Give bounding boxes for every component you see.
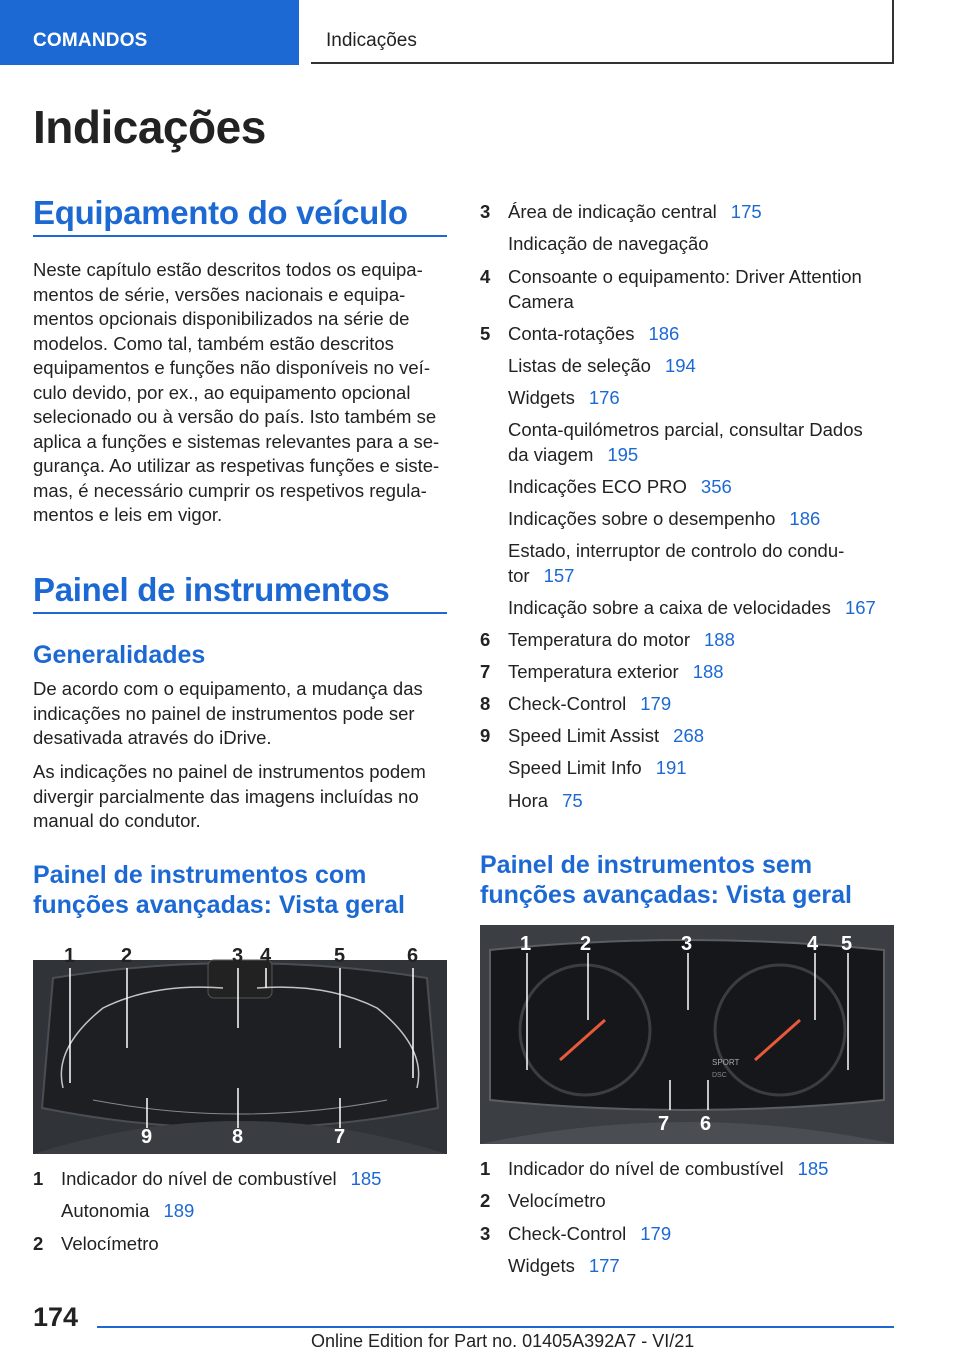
text-line: mentos e leis em vigor. — [33, 504, 223, 525]
legend-text — [61, 1167, 451, 1192]
text-line: desativada através do iDrive. — [33, 727, 272, 748]
fig2-label-1: 1 — [520, 933, 532, 955]
section-tab — [0, 0, 299, 65]
legend-text — [508, 322, 898, 347]
legend-text — [508, 1157, 898, 1182]
fig1-label-2: 2 — [121, 945, 133, 967]
text-line: De acordo com o equipamento, a mudança das — [33, 678, 423, 699]
figure-cluster-basic — [480, 925, 894, 1144]
legend-number: 7 — [480, 661, 491, 682]
topic-tab — [311, 0, 894, 64]
legend-label: Hora — [508, 790, 549, 811]
page-reference-link[interactable]: 176 — [588, 387, 620, 408]
fig2-text-sport: SPORT — [712, 1058, 740, 1067]
footer-rule — [97, 1326, 894, 1328]
heading-rule — [33, 612, 447, 614]
page-reference-link[interactable]: 188 — [692, 661, 724, 682]
text-line: divergir parcialmente das imagens incluídas no — [33, 785, 419, 807]
paragraph-equipamento — [33, 258, 453, 528]
legend-number: 3 — [480, 201, 491, 222]
legend-number: 5 — [480, 323, 491, 344]
legend-text — [508, 232, 898, 257]
legend-text — [508, 386, 898, 411]
legend-label: Conta-quilómetros parcial, consultar Dados — [508, 419, 863, 440]
legend-number: 6 — [480, 629, 491, 650]
legend-text — [508, 660, 898, 685]
page-reference-link[interactable]: 177 — [588, 1254, 620, 1276]
legend-label: da viagem — [508, 444, 594, 465]
legend-number: 8 — [480, 693, 491, 714]
legend-label: Indicação sobre a caixa de velocidades — [508, 597, 831, 618]
legend-text — [508, 724, 898, 749]
heading-sem-2: funções avançadas: Vista geral — [480, 881, 852, 909]
page-reference-link[interactable]: 185 — [797, 1158, 829, 1179]
legend-text — [508, 756, 898, 781]
legend-label: Speed Limit Assist — [508, 725, 660, 746]
fig2-label-2: 2 — [580, 933, 592, 955]
legend-text — [508, 200, 898, 225]
legend-label: Velocímetro — [61, 1232, 159, 1254]
page-reference-link[interactable]: 179 — [640, 1222, 672, 1244]
legend-text — [508, 564, 898, 589]
page-reference-link[interactable]: 179 — [640, 693, 672, 714]
legend-label: Temperatura do motor — [508, 629, 691, 650]
legend-label: Consoante o equipamento: Driver Attention — [508, 266, 862, 287]
legend-label: Check-Control — [508, 693, 627, 714]
topic-label: Indicações — [326, 30, 417, 51]
legend-label: Speed Limit Info — [508, 757, 642, 778]
page-reference-link[interactable]: 356 — [700, 476, 732, 497]
legend-label: Temperatura exterior — [508, 661, 679, 682]
heading-com-1: Painel de instrumentos com — [33, 861, 367, 889]
heading-rule — [33, 235, 447, 237]
page-reference-link[interactable]: 188 — [704, 629, 735, 650]
fig2-label-4: 4 — [807, 933, 819, 955]
page-reference-link[interactable]: 175 — [730, 201, 762, 222]
legend-number: 1 — [33, 1168, 44, 1189]
legend-text — [61, 1232, 451, 1257]
legend-text — [508, 443, 898, 468]
legend-label: Camera — [508, 291, 574, 312]
legend-label: Listas de seleção — [508, 355, 651, 376]
text-line: As indicações no painel de instrumentos podem — [33, 761, 426, 782]
page-reference-link[interactable]: 195 — [607, 444, 639, 465]
fig1-label-7: 7 — [334, 1126, 346, 1148]
legend-number: 9 — [480, 725, 491, 746]
fig2-label-5: 5 — [841, 933, 853, 955]
legend-label: tor — [508, 565, 530, 586]
legend-text — [508, 1189, 898, 1214]
legend-text — [508, 539, 898, 564]
legend-text — [508, 290, 898, 315]
page-reference-link[interactable]: 194 — [664, 355, 696, 376]
legend-text — [508, 507, 898, 532]
page-reference-link[interactable]: 268 — [673, 725, 705, 746]
page-reference-link[interactable]: 189 — [163, 1200, 195, 1222]
legend-text — [508, 596, 898, 621]
legend-text — [61, 1199, 451, 1224]
legend-label: Check-Control — [508, 1222, 627, 1244]
legend-label: Estado, interruptor de controlo do condu‐ — [508, 540, 845, 561]
legend-number: 1 — [480, 1158, 491, 1179]
legend-label: Indicador do nível de combustível — [508, 1158, 784, 1179]
legend-label: Indicador do nível de combustível — [61, 1168, 337, 1189]
heading-sem-1: Painel de instrumentos sem — [480, 851, 813, 879]
page-reference-link[interactable]: 186 — [648, 323, 680, 344]
legend-label: Conta-rotações — [508, 323, 635, 344]
page-reference-link[interactable]: 185 — [350, 1168, 382, 1189]
page-reference-link[interactable]: 157 — [543, 565, 575, 586]
legend-label: Widgets — [508, 1254, 575, 1276]
text-line: modelos. Como tal, também estão descritos — [33, 332, 394, 354]
fig1-label-6: 6 — [407, 945, 419, 967]
legend-number: 3 — [480, 1222, 491, 1244]
legend-text — [508, 1222, 898, 1247]
text-line: gurança. Ao utilizar as respetivas funções e siste‐ — [33, 455, 440, 476]
legend-text — [508, 475, 898, 500]
heading-equipamento: Equipamento do veículo — [33, 194, 408, 231]
text-line: indicações no painel de instrumentos pode ser — [33, 702, 415, 724]
text-line: equipamentos e funções não disponíveis no veí‐ — [33, 357, 430, 378]
page-reference-link[interactable]: 191 — [655, 757, 687, 778]
text-line: mas, é necessário cumprir os respetivos regula‐ — [33, 479, 427, 501]
heading-com-2: funções avançadas: Vista geral — [33, 891, 405, 919]
fig2-label-6: 6 — [700, 1113, 712, 1135]
page-title: Indicações — [33, 101, 266, 153]
legend-text — [508, 418, 898, 443]
page-reference-link[interactable]: 75 — [562, 790, 583, 811]
text-line: selecionado ou à versão do país. Isto também se — [33, 406, 437, 427]
text-line: aplica a funções e sistemas relevantes para a se‐ — [33, 430, 440, 452]
page-number: 174 — [33, 1302, 79, 1332]
fig1-label-3: 3 — [232, 945, 244, 967]
fig2-label-7: 7 — [658, 1113, 670, 1135]
legend-label: Indicações ECO PRO — [508, 476, 687, 497]
fig1-label-9: 9 — [141, 1126, 153, 1148]
page-reference-link[interactable]: 167 — [844, 597, 876, 618]
paragraph-generalidades-2 — [33, 760, 453, 834]
heading-painel: Painel de instrumentos — [33, 571, 390, 608]
fig1-label-4: 4 — [260, 945, 272, 967]
legend-label: Autonomia — [61, 1200, 150, 1222]
text-line: manual do condutor. — [33, 810, 201, 831]
legend-label: Indicação de navegação — [508, 233, 709, 254]
edition-note: Online Edition for Part no. 01405A392A7 - VI/21 — [311, 1331, 695, 1351]
legend-label: Velocímetro — [508, 1190, 606, 1212]
text-line: Neste capítulo estão descritos todos os equipa‐ — [33, 259, 423, 280]
figure-cluster-advanced — [33, 938, 447, 1154]
heading-generalidades: Generalidades — [33, 641, 206, 669]
section-label: COMANDOS — [33, 30, 148, 51]
page-reference-link[interactable]: 186 — [789, 508, 821, 529]
paragraph-generalidades-1 — [33, 677, 453, 751]
legend-text — [508, 1254, 898, 1279]
legend-text — [508, 354, 898, 379]
fig1-label-5: 5 — [334, 945, 346, 967]
legend-label: Indicações sobre o desempenho — [508, 508, 776, 529]
legend-text — [508, 692, 898, 717]
fig2-label-3: 3 — [681, 933, 693, 955]
text-line: mentos opcionais disponibilizados na série de — [33, 308, 410, 329]
text-line: culo devido, por ex., ao equipamento opcional — [33, 381, 411, 403]
fig1-label-1: 1 — [64, 945, 76, 967]
text-line: mentos de série, versões nacionais e equipa‐ — [33, 283, 406, 305]
legend-label: Widgets — [508, 387, 575, 408]
legend-label: Área de indicação central — [508, 201, 717, 222]
legend-text — [508, 265, 898, 290]
legend-text — [508, 628, 898, 653]
legend-number: 4 — [480, 266, 491, 287]
legend-number: 2 — [33, 1232, 44, 1254]
legend-text — [508, 789, 898, 814]
legend-number: 2 — [480, 1190, 491, 1212]
fig1-label-8: 8 — [232, 1126, 244, 1148]
fig2-text-dsc: DSC — [712, 1072, 727, 1079]
